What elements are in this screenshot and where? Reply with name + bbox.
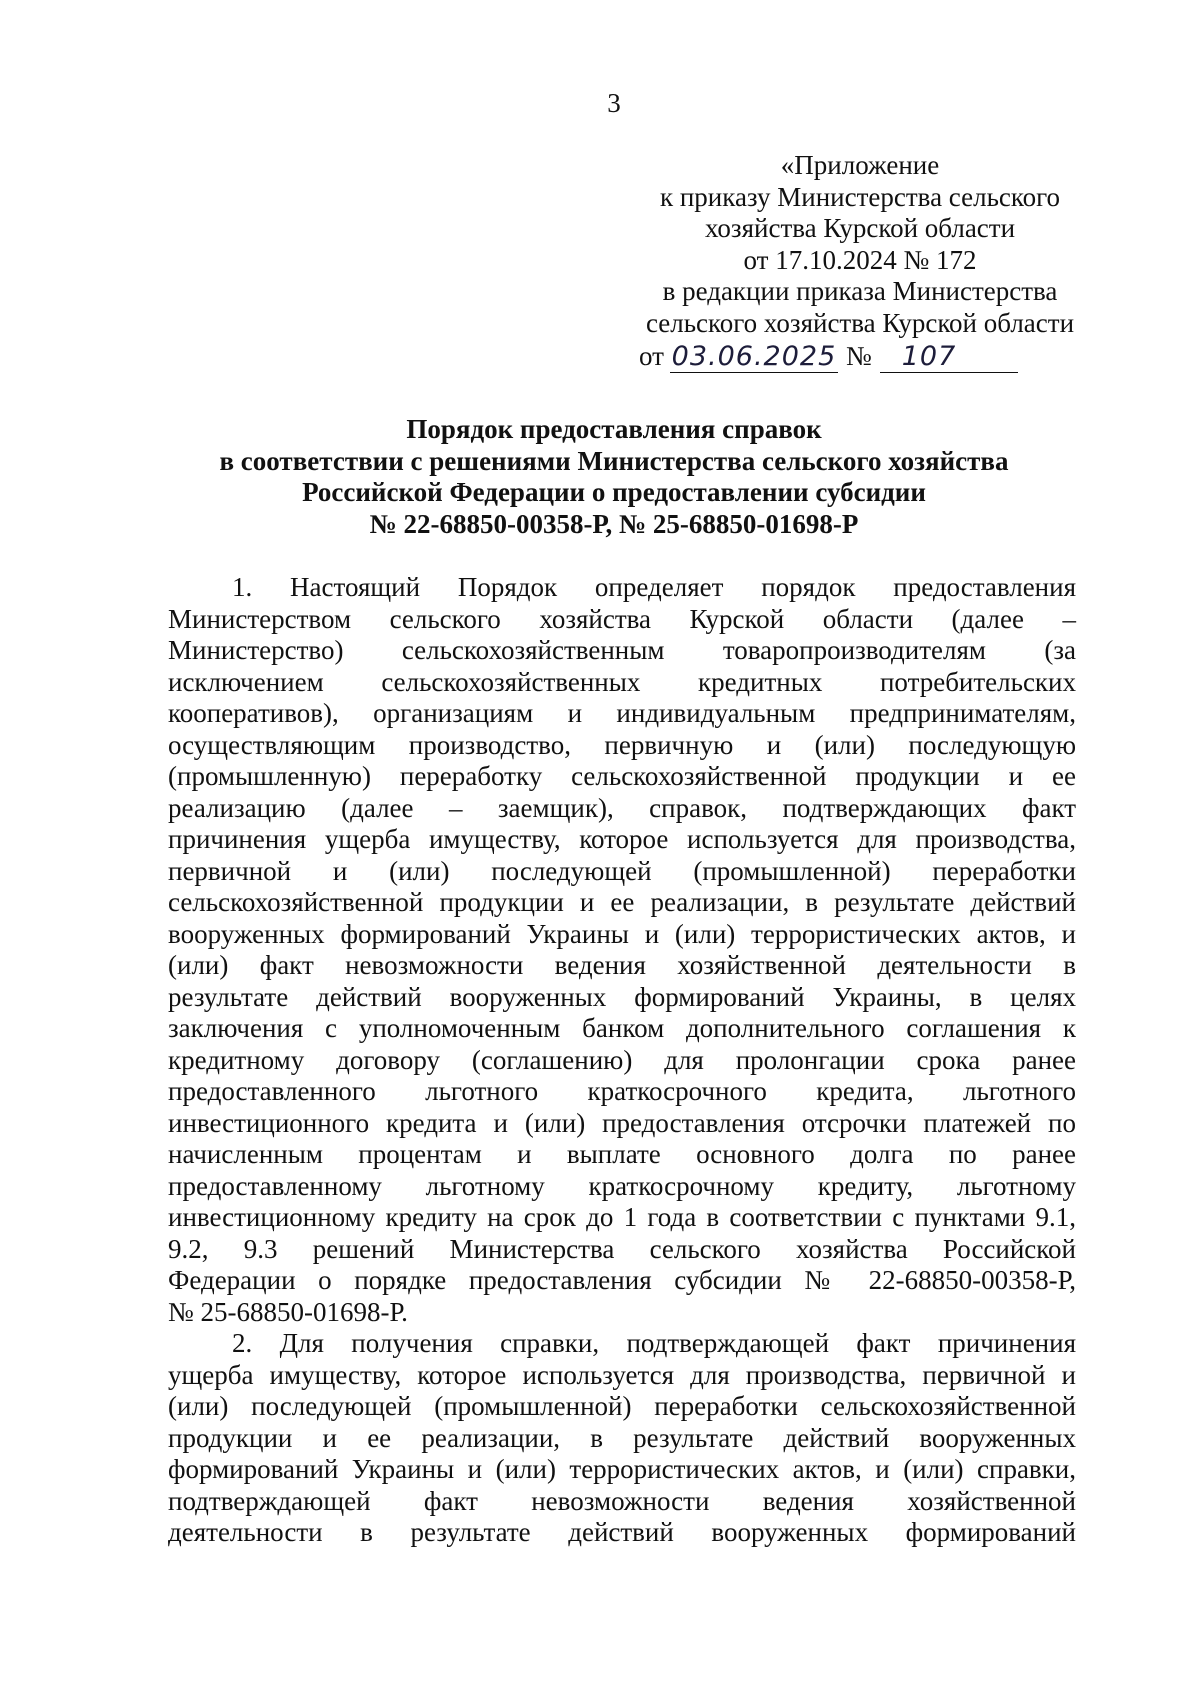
paragraph-line: продукции и ее реализации, в результате действий вооруженных (168, 1422, 1076, 1453)
paragraph-line: реализацию (далее – заемщик), справок, подтверждающих факт (168, 792, 1076, 823)
approval-line: хозяйства Курской области (704, 213, 1016, 243)
paragraph-line: Министерство) сельскохозяйственным товаропроизводителям (за (168, 635, 1076, 665)
paragraph-line: причинения ущерба имуществу, которое используется для производства, (168, 824, 1076, 854)
paragraph-line: № 25-68850-01698-Р. (168, 1296, 408, 1327)
paragraph-line: инвестиционного кредита и (или) предоставления отсрочки платежей по (168, 1107, 1076, 1138)
number-sign: № (845, 341, 872, 371)
approval-block (580, 150, 1140, 373)
date-prefix: от (639, 341, 664, 371)
paragraph-line: вооруженных формирований Украины и (или) террористических актов, и (168, 918, 1076, 949)
paragraph-line: результате действий вооруженных формирований Украины, в целях (168, 981, 1076, 1012)
paragraph-line: формирований Украины и (или) террористических актов, и (или) справки, (168, 1454, 1076, 1484)
paragraph-1 (168, 572, 1076, 1328)
handwritten-number: 107 (880, 342, 1018, 373)
paragraph-line: сельскохозяйственной продукции и ее реализации, в результате действий (168, 887, 1076, 917)
paragraph-line: 2. Для получения справки, подтверждающей факт причинения (232, 1328, 1076, 1358)
approval-line: в редакции приказа Министерства (662, 276, 1058, 306)
page-number: 3 (607, 88, 621, 118)
paragraph-line: первичной и (или) последующей (промышленной) переработки (168, 855, 1076, 886)
paragraph-line: деятельности в результате действий вооруженных формирований (168, 1517, 1076, 1547)
title-line: № 22-68850-00358-Р, № 25-68850-01698-Р (369, 508, 859, 539)
paragraph-line: кредитному договору (соглашению) для пролонгации срока ранее (168, 1044, 1076, 1075)
approval-line: от 17.10.2024 № 172 (743, 244, 977, 275)
approval-date-row (580, 341, 1140, 373)
paragraph-line: ущерба имуществу, которое используется для производства, первичной и (168, 1359, 1076, 1390)
title-line: Российской Федерации о предоставлении субсидии (302, 477, 926, 507)
paragraph-line: предоставленному льготному краткосрочному кредиту, льготному (168, 1170, 1076, 1201)
paragraph-line: предоставленного льготного краткосрочного кредита, льготного (168, 1076, 1076, 1106)
paragraph-line: осуществляющим производство, первичную и (или) последующую (168, 729, 1076, 760)
paragraph-line: подтверждающей факт невозможности ведения хозяйственной (168, 1485, 1076, 1516)
paragraph-line: (или) последующей (промышленной) переработки сельскохозяйственной (168, 1391, 1076, 1421)
approval-line: к приказу Министерства сельского (659, 181, 1061, 212)
paragraph-2 (168, 1328, 1076, 1549)
approval-line: сельского хозяйства Курской области (645, 307, 1075, 338)
paragraph-line: кооперативов), организациям и индивидуальным предпринимателям, (168, 698, 1076, 728)
paragraph-line: 9.2, 9.3 решений Министерства сельского хозяйства Российской (168, 1233, 1076, 1264)
paragraph-line: Федерации о порядке предоставления субсидии № 22-68850-00358-Р, (168, 1265, 1076, 1295)
document-body (168, 572, 1076, 1549)
handwritten-date: 03.06.2025 (671, 341, 837, 372)
title-line: Порядок предоставления справок (406, 414, 822, 444)
paragraph-line: 1. Настоящий Порядок определяет порядок предоставления (232, 572, 1076, 602)
paragraph-line: начисленным процентам и выплате основного долга по ранее (168, 1139, 1076, 1169)
paragraph-line: Министерством сельского хозяйства Курской области (далее – (168, 603, 1076, 634)
document-title (0, 414, 1200, 540)
paragraph-line: (промышленную) переработку сельскохозяйственной продукции и ее (168, 761, 1076, 791)
paragraph-line: заключения с уполномоченным банком дополнительного соглашения к (168, 1013, 1076, 1043)
paragraph-line: инвестиционному кредиту на срок до 1 года в соответствии с пунктами 9.1, (168, 1202, 1076, 1232)
paragraph-line: исключением сельскохозяйственных кредитных потребительских (168, 666, 1076, 697)
paragraph-line: (или) факт невозможности ведения хозяйственной деятельности в (168, 950, 1076, 980)
title-line: в соответствии с решениями Министерства сельского хозяйства (219, 445, 1009, 476)
approval-line: «Приложение (780, 150, 940, 180)
